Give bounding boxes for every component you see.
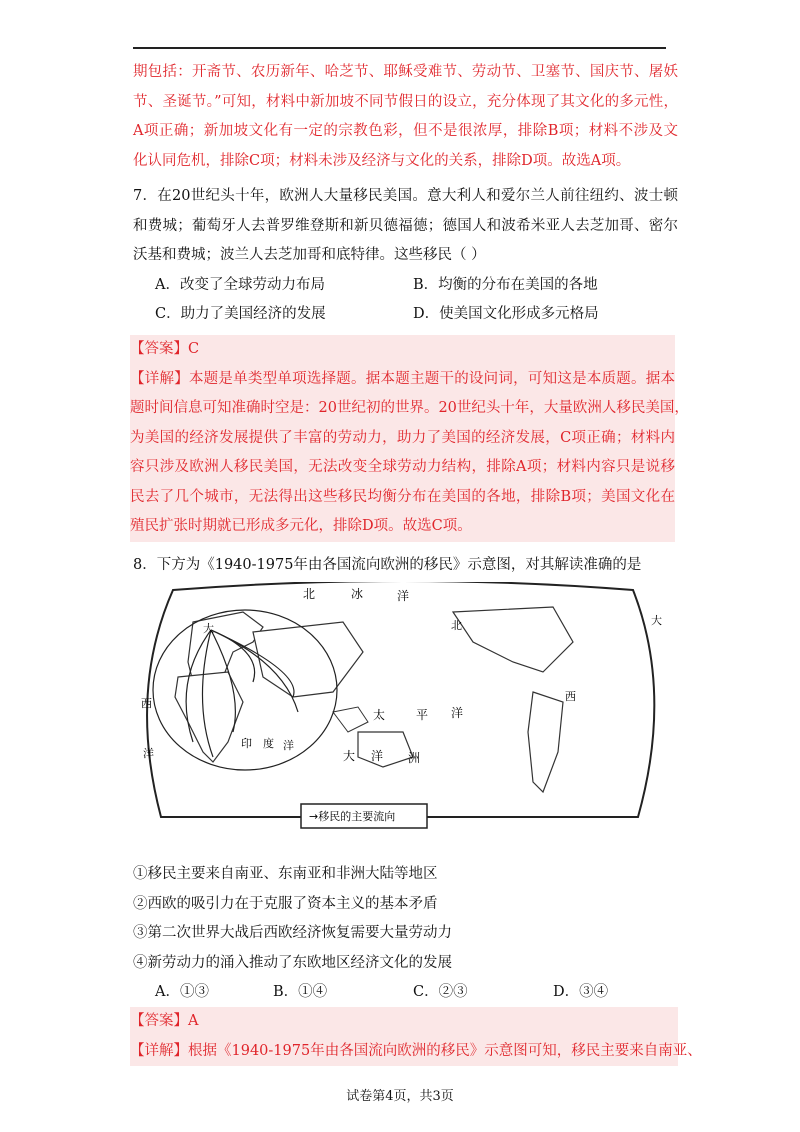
q7-option-a[interactable]: A．改变了全球劳动力布局 xyxy=(155,276,325,293)
text-line: 题时间信息可知准确时空是：20世纪初的世界。20世纪头十年，大量欧洲人移民美国， xyxy=(130,400,689,416)
header-rule xyxy=(133,47,666,49)
q7-options-row-2 xyxy=(133,300,678,330)
q8-option-a[interactable]: A．①③ xyxy=(155,984,209,1000)
q7-option-c[interactable]: C．助力了美国经济的发展 xyxy=(155,306,326,322)
q8-statements xyxy=(133,860,678,1008)
map-label: 洲 xyxy=(408,751,421,765)
answer-label: 【答案】 xyxy=(130,341,188,357)
text-line: 民去了几个城市，无法得出这些移民均衡分布在美国的各地，排除B项；美国文化在 xyxy=(130,488,675,505)
text-line: 期包括：开斋节、农历新年、哈芝节、耶稣受难节、劳动节、卫塞节、国庆节、屠妖 xyxy=(133,64,678,80)
question-7 xyxy=(133,182,678,330)
text-line: A项正确；新加坡文化有一定的宗教色彩，但不是很浓厚，排除B项；材料不涉及文 xyxy=(133,123,678,139)
answer-value: A xyxy=(188,1013,199,1029)
text-line: 殖民扩张时期就已形成多元化，排除D项。故选C项。 xyxy=(130,518,472,534)
map-label: 洋 xyxy=(143,747,154,760)
map-label: 洋 xyxy=(283,739,294,752)
q8-stem-line: 8．下方为《1940-1975年由各国流向欧洲的移民》示意图，对其解读准确的是 xyxy=(133,557,642,573)
map-label: 印 xyxy=(241,737,252,750)
statement-3: ③第二次世界大战后西欧经济恢复需要大量劳动力 xyxy=(133,925,452,941)
legend-text: →移民的主要流向 xyxy=(309,810,396,823)
text-line: 为美国的经济发展提供了丰富的劳动力，助力了美国的经济发展，C项正确；材料内 xyxy=(130,429,675,446)
q8-answer-section xyxy=(130,1007,702,1066)
q8-option-c[interactable]: C．②③ xyxy=(413,984,468,1000)
map-label: 北 xyxy=(303,587,316,601)
q8-detail: 【详解】根据《1940-1975年由各国流向欧洲的移民》示意图可知，移民主要来自南亚、 xyxy=(130,1037,678,1067)
answer-value: C xyxy=(188,341,200,357)
q7-answer-section xyxy=(130,335,689,542)
q7-detail xyxy=(130,365,689,542)
q8-answer xyxy=(130,1007,678,1037)
question-8-stem xyxy=(133,551,678,581)
map-label: 大 xyxy=(203,622,214,635)
q7-options-row-1 xyxy=(133,271,678,301)
map-label: 洋 xyxy=(451,706,464,720)
world-map-svg xyxy=(133,582,668,834)
map-label: 洋 xyxy=(397,589,410,603)
q7-option-d[interactable]: D．使美国文化形成多元格局 xyxy=(413,306,599,322)
map-label: 大 xyxy=(651,614,662,627)
map-label: 洋 xyxy=(371,749,384,763)
text-line: 【详解】本题是单类型单项选择题。据本题主题干的设问词，可知这是本质题。据本 xyxy=(130,370,675,387)
statement-2: ②西欧的吸引力在于克服了资本主义的基本矛盾 xyxy=(133,895,438,912)
map-label: 太 xyxy=(373,708,386,722)
map-label: 西 xyxy=(565,690,576,703)
q7-stem-line: 沃基和费城；波兰人去芝加哥和底特律。这些移民（ ） xyxy=(133,247,486,263)
q7-stem-line: 和费城；葡萄牙人去普罗维登斯和新贝德福德；德国人和波希米亚人去芝加哥、密尔 xyxy=(133,217,678,234)
answer-label: 【答案】 xyxy=(130,1013,188,1029)
q8-option-b[interactable]: B．①④ xyxy=(273,984,328,1000)
text-line: 容只涉及欧洲人移民美国，无法改变全球劳动力结构，排除A项；材料内容只是说移 xyxy=(130,459,675,475)
statement-4: ④新劳动力的涌入推动了东欧地区经济文化的发展 xyxy=(133,954,452,971)
q7-stem-line: 7．在20世纪头十年，欧洲人大量移民美国。意大利人和爱尔兰人前往纽约、波士顿 xyxy=(133,188,678,204)
map-label: 北 xyxy=(451,619,462,632)
text-line: 节、圣诞节。”可知，材料中新加坡不同节假日的设立，充分体现了其文化的多元性， xyxy=(133,93,678,110)
statement-1: ①移民主要来自南亚、东南亚和非洲大陆等地区 xyxy=(133,866,438,882)
migration-map-figure xyxy=(133,582,668,834)
map-label: 度 xyxy=(263,737,274,750)
q8-option-d[interactable]: D．③④ xyxy=(553,984,609,1000)
map-label: 大 xyxy=(343,749,356,763)
map-label: 平 xyxy=(416,708,429,722)
q7-answer xyxy=(130,335,675,365)
page-footer: 试卷第4页，共3页 xyxy=(346,1089,454,1104)
q7-option-b[interactable]: B．均衡的分布在美国的各地 xyxy=(413,276,598,293)
q6-explanation-tail xyxy=(133,58,678,176)
map-label: 西 xyxy=(141,697,152,710)
text-line: 化认同危机，排除C项；材料未涉及经济与文化的关系，排除D项。故选A项。 xyxy=(133,152,631,169)
q8-options-row xyxy=(133,978,678,1008)
map-label: 冰 xyxy=(351,587,364,601)
